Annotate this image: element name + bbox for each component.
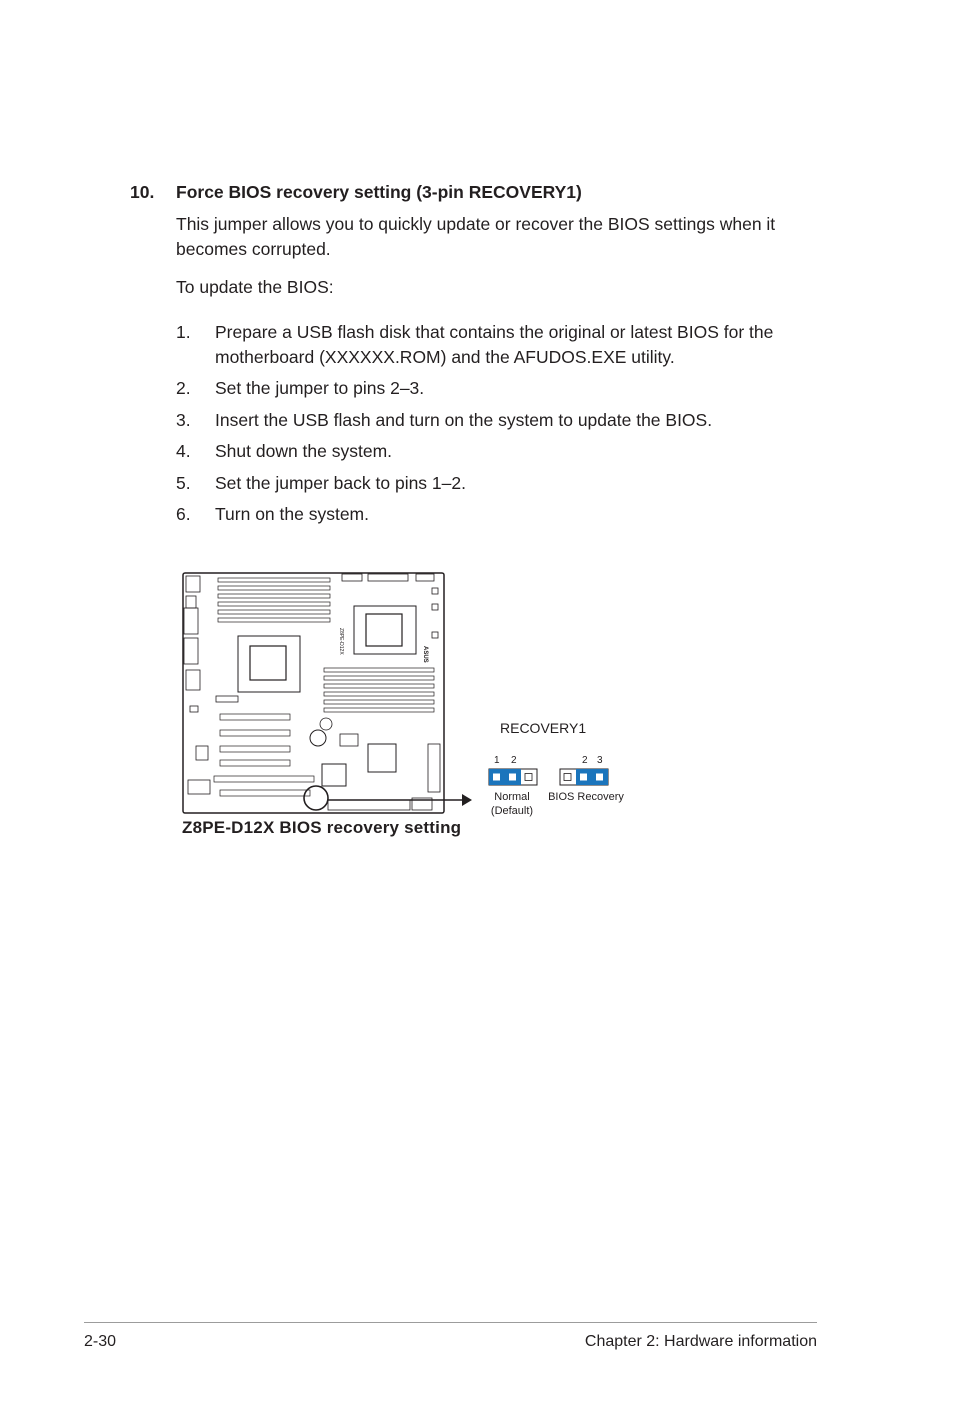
list-item <box>176 376 826 401</box>
jumper-name: RECOVERY1 <box>500 720 587 736</box>
jumper-recovery-label: BIOS Recovery <box>548 791 624 803</box>
pin-number: 2 <box>582 755 588 766</box>
step-text: Insert the USB flash and turn on the system to update the BIOS. <box>215 410 713 430</box>
section-number: 10. <box>130 182 155 202</box>
list-item <box>176 408 826 433</box>
step-text: Turn on the system. <box>215 504 369 524</box>
step-text: Set the jumper to pins 2–3. <box>215 378 425 398</box>
step-text: Prepare a USB flash disk that contains the original or latest BIOS for the motherboard (XXXXXX.ROM) and the AFUDOS.EXE utility. <box>215 322 774 367</box>
step-text: Set the jumper back to pins 1–2. <box>215 473 466 493</box>
chapter-title: Chapter 2: Hardware information <box>584 1333 817 1350</box>
page-number: 2-30 <box>84 1333 117 1350</box>
subheading: To update the BIOS: <box>176 277 334 297</box>
step-number: 5. <box>176 473 191 493</box>
jumper-normal-icon <box>488 768 538 786</box>
figure-caption: Z8PE-D12X BIOS recovery setting <box>182 818 462 837</box>
jumper-recovery-icon <box>559 768 609 786</box>
default-text: (Default) <box>490 805 534 817</box>
pin-number: 3 <box>597 755 603 766</box>
section-title: Force BIOS recovery setting (3-pin RECOVERY1) <box>176 182 582 202</box>
step-text: Shut down the system. <box>215 441 393 461</box>
section-heading <box>130 182 582 203</box>
list-item <box>176 439 826 464</box>
motherboard-diagram <box>180 568 480 818</box>
jumper-normal-label <box>482 790 542 818</box>
list-item <box>176 320 826 370</box>
step-number: 2. <box>176 378 191 398</box>
step-number: 1. <box>176 322 191 342</box>
list-item <box>176 502 826 527</box>
pin-number: 2 <box>511 755 517 766</box>
list-item <box>176 471 826 496</box>
step-number: 4. <box>176 441 191 461</box>
step-number: 3. <box>176 410 191 430</box>
pin-number: 1 <box>494 755 500 766</box>
normal-text: Normal <box>494 791 530 803</box>
step-number: 6. <box>176 504 191 524</box>
footer-divider <box>84 1322 817 1323</box>
intro-paragraph: This jumper allows you to quickly update or recover the BIOS settings when it becomes corrupted. <box>176 214 776 259</box>
brand-label: ASUS <box>422 646 428 663</box>
board-model-label: Z8PE-D12X <box>338 628 344 655</box>
